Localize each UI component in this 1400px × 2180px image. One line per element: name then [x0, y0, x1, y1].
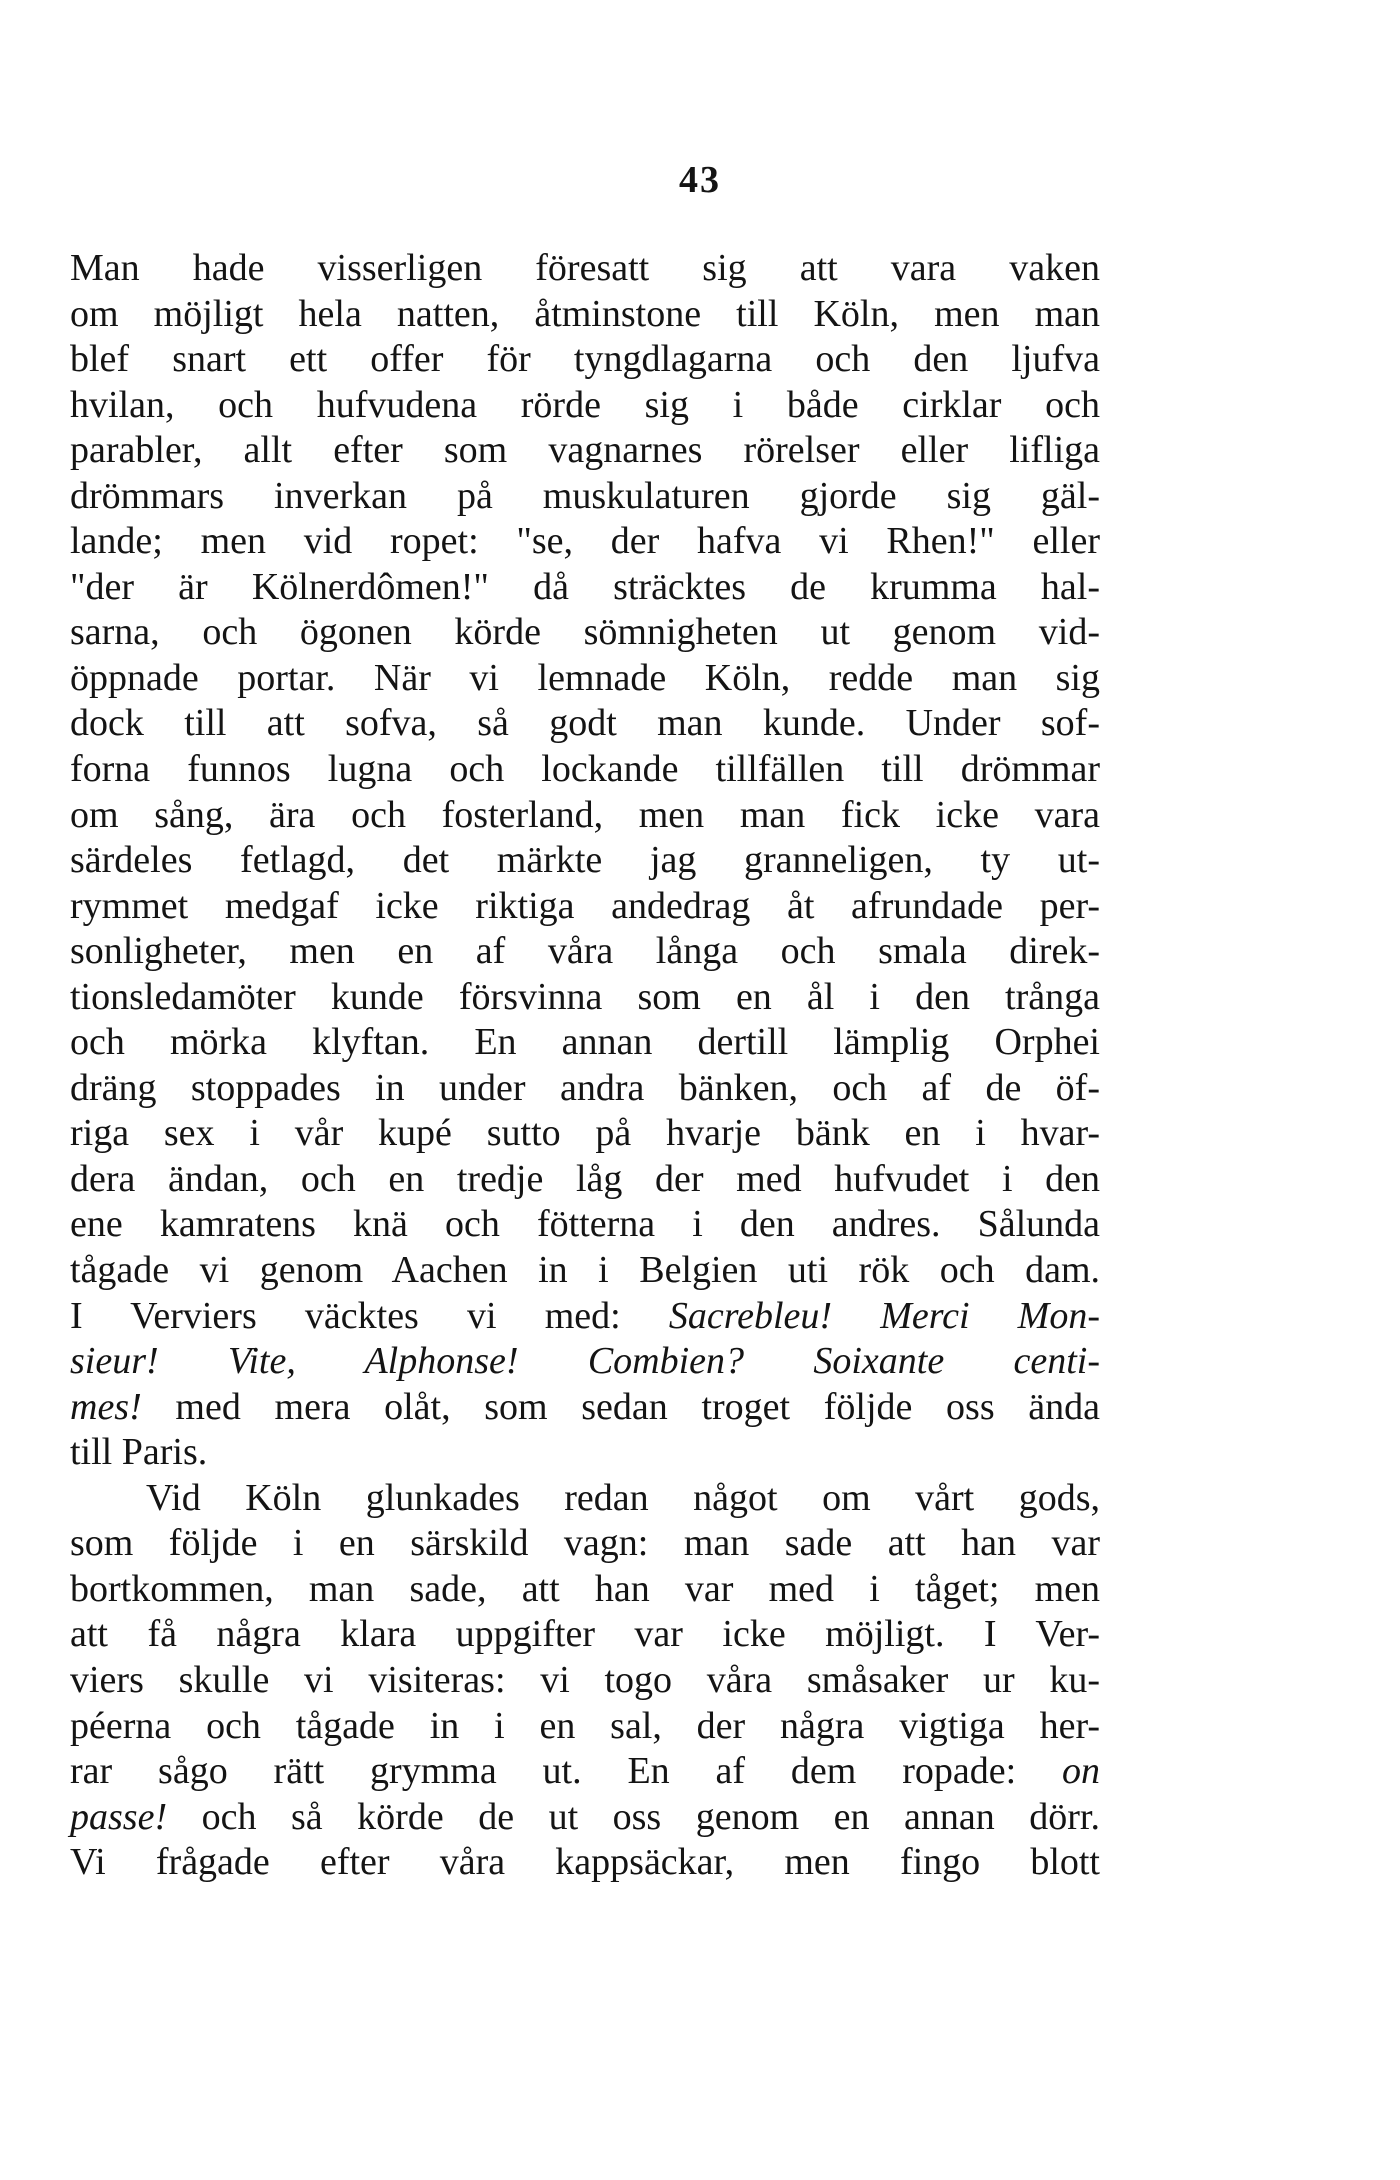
text-line: [70, 1567, 1100, 1613]
text-line: [70, 246, 1100, 292]
text-segment: drömmars inverkan på muskulaturen gjorde sig gäl-: [70, 474, 1100, 517]
text-line: [70, 701, 1100, 747]
text-segment: Vi frågade efter våra kappsäckar, men fingo blott: [70, 1841, 1100, 1884]
text-line: [70, 656, 1100, 702]
text-segment: öppnade portar. När vi lemnade Köln, redde man sig: [70, 656, 1100, 699]
text-line: [70, 1066, 1100, 1112]
text-line: [70, 1294, 1100, 1340]
text-line: [70, 610, 1100, 656]
text-segment: om sång, ära och fosterland, men man fick icke vara: [70, 793, 1100, 836]
text-segment: att få några klara uppgifter var icke möjligt. I Ver-: [70, 1613, 1100, 1656]
text-line: [70, 747, 1100, 793]
text-segment: tionsledamöter kunde försvinna som en ål i den trånga: [70, 975, 1100, 1018]
italic-text: sieur! Vite, Alphonse! Combien? Soixante centi-: [70, 1340, 1100, 1383]
text-segment: dräng stoppades in under andra bänken, och af de öf-: [70, 1066, 1100, 1109]
text-segment: och mörka klyftan. En annan dertill lämplig Orphei: [70, 1021, 1100, 1064]
text-line: [70, 1521, 1100, 1567]
text-segment: särdeles fetlagd, det märkte jag granneligen, ty ut-: [70, 839, 1100, 882]
text-segment: tågade vi genom Aachen in i Belgien uti rök och dam.: [70, 1249, 1100, 1292]
text-segment: dera ändan, och en tredje låg der med hufvudet i den: [70, 1157, 1100, 1200]
text-segment: hvilan, och hufvudena rörde sig i både cirklar och: [70, 383, 1100, 426]
text-line: [70, 383, 1100, 429]
text-line: [70, 1385, 1100, 1431]
text-line: [70, 1476, 1100, 1522]
text-segment: rymmet medgaf icke riktiga andedrag åt afrundade per-: [70, 884, 1100, 927]
text-line: [70, 1111, 1100, 1157]
text-segment: Vid Köln glunkades redan något om vårt gods,: [146, 1476, 1100, 1519]
text-line: [70, 1795, 1100, 1841]
body-text: [70, 246, 1100, 1886]
text-segment: riga sex i vår kupé sutto på hvarje bänk en i hvar-: [70, 1112, 1100, 1155]
text-line: [70, 474, 1100, 520]
text-segment: I Verviers väcktes vi med:: [70, 1294, 669, 1337]
text-line: [70, 838, 1100, 884]
text-line: [70, 337, 1100, 383]
text-line: [70, 884, 1100, 930]
text-line: [70, 929, 1100, 975]
text-line: [70, 1202, 1100, 1248]
text-segment: Man hade visserligen föresatt sig att vara vaken: [70, 247, 1100, 289]
text-line: [70, 1749, 1100, 1795]
text-segment: blef snart ett offer för tyngdlagarna och den ljufva: [70, 338, 1100, 381]
text-segment: forna funnos lugna och lockande tillfällen till drömmar: [70, 748, 1100, 791]
text-segment: bortkommen, man sade, att han var med i tåget; men: [70, 1567, 1100, 1610]
text-line: [70, 1248, 1100, 1294]
text-line: [70, 1020, 1100, 1066]
text-line: [70, 292, 1100, 338]
text-line: [70, 1658, 1100, 1704]
text-line: [70, 1157, 1100, 1203]
text-segment: som följde i en särskild vagn: man sade att han var: [70, 1522, 1100, 1565]
text-line: [70, 1840, 1100, 1886]
text-line: [70, 793, 1100, 839]
text-segment: lande; men vid ropet: "se, der hafva vi Rhen!" eller: [70, 520, 1100, 563]
text-line: [70, 519, 1100, 565]
text-segment: "der är Kölnerdômen!" då sträcktes de krumma hal-: [70, 565, 1100, 608]
text-segment: dock till att sofva, så godt man kunde. Under sof-: [70, 702, 1100, 745]
italic-text: mes!: [70, 1385, 142, 1428]
text-line: [70, 1339, 1100, 1385]
italic-text: on: [1062, 1750, 1100, 1793]
text-line: [70, 975, 1100, 1021]
text-line: [70, 428, 1100, 474]
text-line: [70, 1612, 1100, 1658]
italic-text: Sacrebleu! Merci Mon-: [668, 1294, 1100, 1337]
text-segment: till Paris.: [70, 1431, 208, 1474]
text-segment: med mera olåt, som sedan troget följde oss ända: [141, 1385, 1100, 1428]
text-segment: parabler, allt efter som vagnarnes rörelser eller lifliga: [70, 429, 1100, 472]
text-segment: péerna och tågade in i en sal, der några vigtiga her-: [70, 1704, 1100, 1747]
text-segment: och så körde de ut oss genom en annan dörr.: [167, 1795, 1100, 1838]
text-line: [70, 565, 1100, 611]
text-segment: sarna, och ögonen körde sömnigheten ut genom vid-: [70, 611, 1100, 654]
text-line: [70, 1430, 1100, 1476]
text-segment: om möjligt hela natten, åtminstone till Köln, men man: [70, 292, 1100, 335]
text-segment: rar sågo rätt grymma ut. En af dem ropade:: [70, 1750, 1062, 1793]
italic-text: passe!: [70, 1795, 168, 1838]
page-number: 43: [679, 159, 721, 201]
text-segment: ene kamratens knä och fötterna i den andres. Sålunda: [70, 1203, 1100, 1246]
text-segment: viers skulle vi visiteras: vi togo våra småsaker ur ku-: [70, 1658, 1100, 1701]
text-line: [70, 1704, 1100, 1750]
text-segment: sonligheter, men en af våra långa och smala direk-: [70, 930, 1100, 973]
